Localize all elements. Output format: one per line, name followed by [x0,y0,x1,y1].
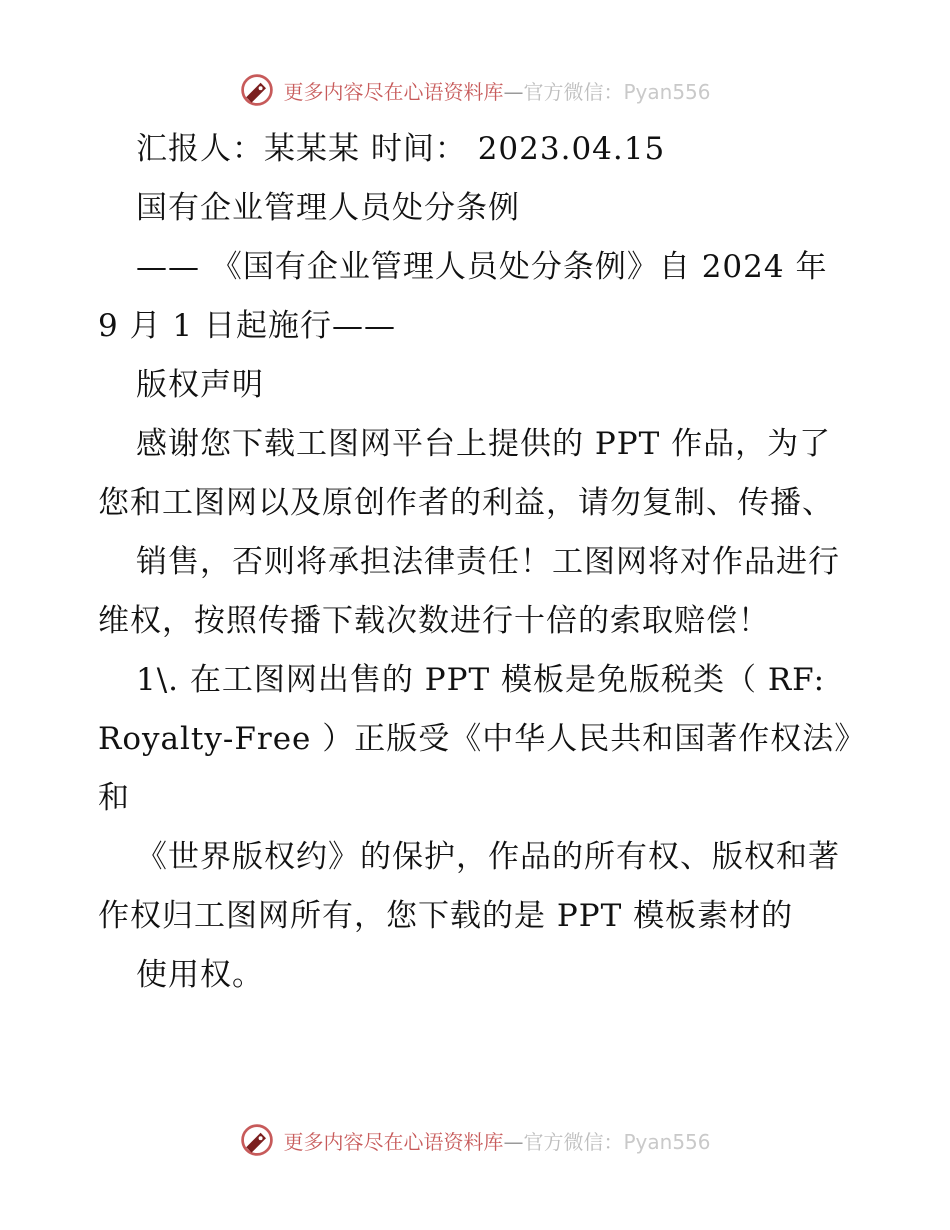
footer-watermark [0,1120,950,1160]
copyright-heading: 版权声明 [136,367,264,403]
watermark-wechat-handle: Pyan556 [623,79,711,104]
watermark-main-text: 更多内容尽在心语资料库 [283,79,504,104]
header-watermark [0,70,950,110]
copyright-paragraph-1: 感谢您下载工图网平台上提供的 PPT 作品，为了您和工图网以及原创作者的利益，请勿复制、传播、 [98,426,834,521]
copyright-paragraph-4: 《世界版权约》的保护，作品的所有权、版权和著作权归工图网所有，您下载的是 PPT 模板素材的 [98,839,840,934]
copyright-paragraph-3: 1\. 在工图网出售的 PPT 模板是免版税类（ RF: Royalty-Free ）正版受《中华人民共和国著作权法》和 [98,662,851,816]
document-title: 国有企业管理人员处分条例 [136,190,520,226]
copyright-paragraph-5: 使用权。 [136,957,264,993]
copyright-paragraph-2: 销售，否则将承担法律责任！工图网将对作品进行维权，按照传播下载次数进行十倍的索取赔偿！ [98,544,840,639]
watermark-separator: — [503,1129,524,1154]
document-body [98,120,858,1005]
watermark-wechat-label: 官方微信： [523,79,624,104]
watermark-separator: — [503,79,524,104]
watermark-main-text: 更多内容尽在心语资料库 [283,1129,504,1154]
pen-nib-logo-icon [239,72,275,108]
effective-date-line: —— 《国有企业管理人员处分条例》自 2024 年 9 月 1 日起施行—— [98,249,828,344]
pen-nib-logo-icon [239,1122,275,1158]
watermark-wechat-handle: Pyan556 [623,1129,711,1154]
watermark-text [283,76,710,105]
reporter-time-line: 汇报人：某某某 时间： 2023.04.15 [136,131,666,167]
watermark-wechat-label: 官方微信： [523,1129,624,1154]
watermark-text [283,1126,710,1155]
